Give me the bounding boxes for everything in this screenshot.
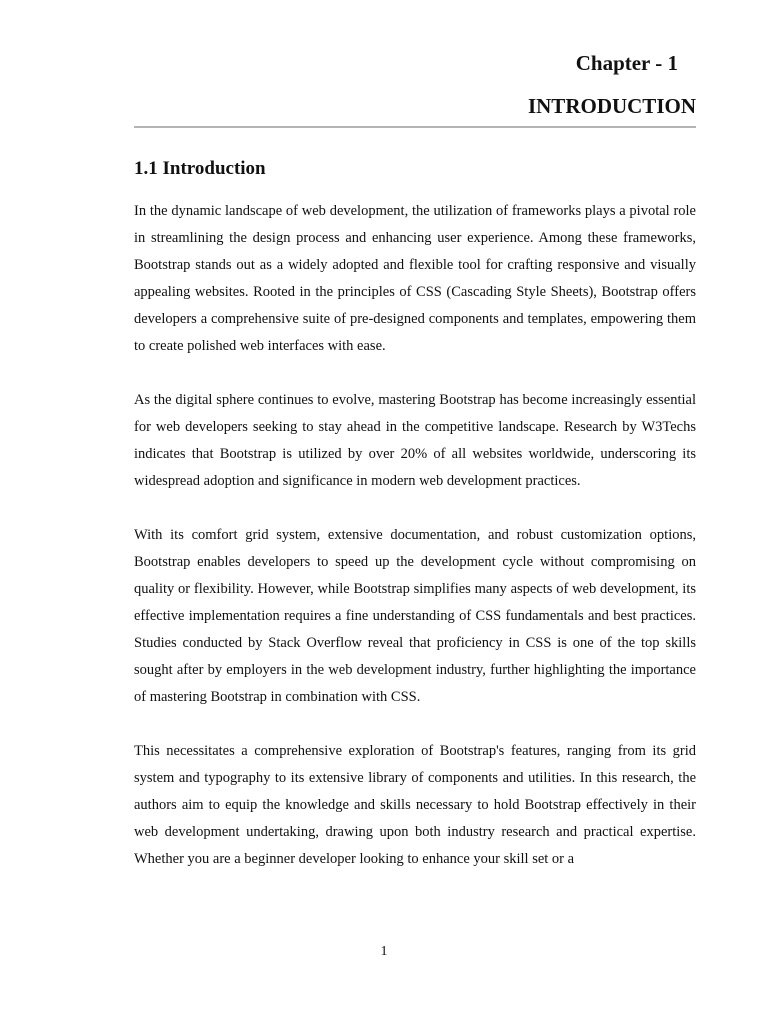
paragraph-4: This necessitates a comprehensive exploration of Bootstrap's features, ranging from its grid system and typography to its extensive library of components and utilities. In this research, the authors aim to equip the knowledge and skills necessary to hold Bootstrap effectively in their web development undertaking, drawing upon both industry research and practical expertise. Whether you are a beginner developer looking to enhance your skill set or a <box>134 743 696 867</box>
page-number: 1 <box>380 944 388 959</box>
paragraph-2: As the digital sphere continues to evolve, mastering Bootstrap has become increasingly essential for web developers seeking to stay ahead in the competitive landscape. Research by W3Techs indicates that Bootstrap is utilized by over 20% of all websites worldwide, underscoring its widespread adoption and significance in modern web development practices. <box>134 392 696 489</box>
section-body <box>134 198 696 900</box>
paragraph-3: With its comfort grid system, extensive documentation, and robust customization options, Bootstrap enables developers to speed up the development cycle without compromising on quality or flexibility. However, while Bootstrap simplifies many aspects of web development, its effective implementation requires a fine understanding of CSS fundamentals and best practices. Studies conducted by Stack Overflow reveal that proficiency in CSS is one of the top skills sought after by employers in the web development industry, further highlighting the importance of mastering Bootstrap in combination with CSS. <box>134 527 696 705</box>
section-heading: 1.1 Introduction <box>134 158 266 179</box>
title-divider <box>134 126 696 128</box>
chapter-title: INTRODUCTION <box>527 94 696 118</box>
chapter-number: Chapter - 1 <box>575 51 678 75</box>
paragraph-1: In the dynamic landscape of web development, the utilization of frameworks plays a pivotal role in streamlining the design process and enhancing user experience. Among these frameworks, Bootstrap stands out as a widely adopted and flexible tool for crafting responsive and visually appealing websites. Rooted in the principles of CSS (Cascading Style Sheets), Bootstrap offers developers a comprehensive suite of pre-designed components and templates, empowering them to create polished web interfaces with ease. <box>134 203 696 354</box>
